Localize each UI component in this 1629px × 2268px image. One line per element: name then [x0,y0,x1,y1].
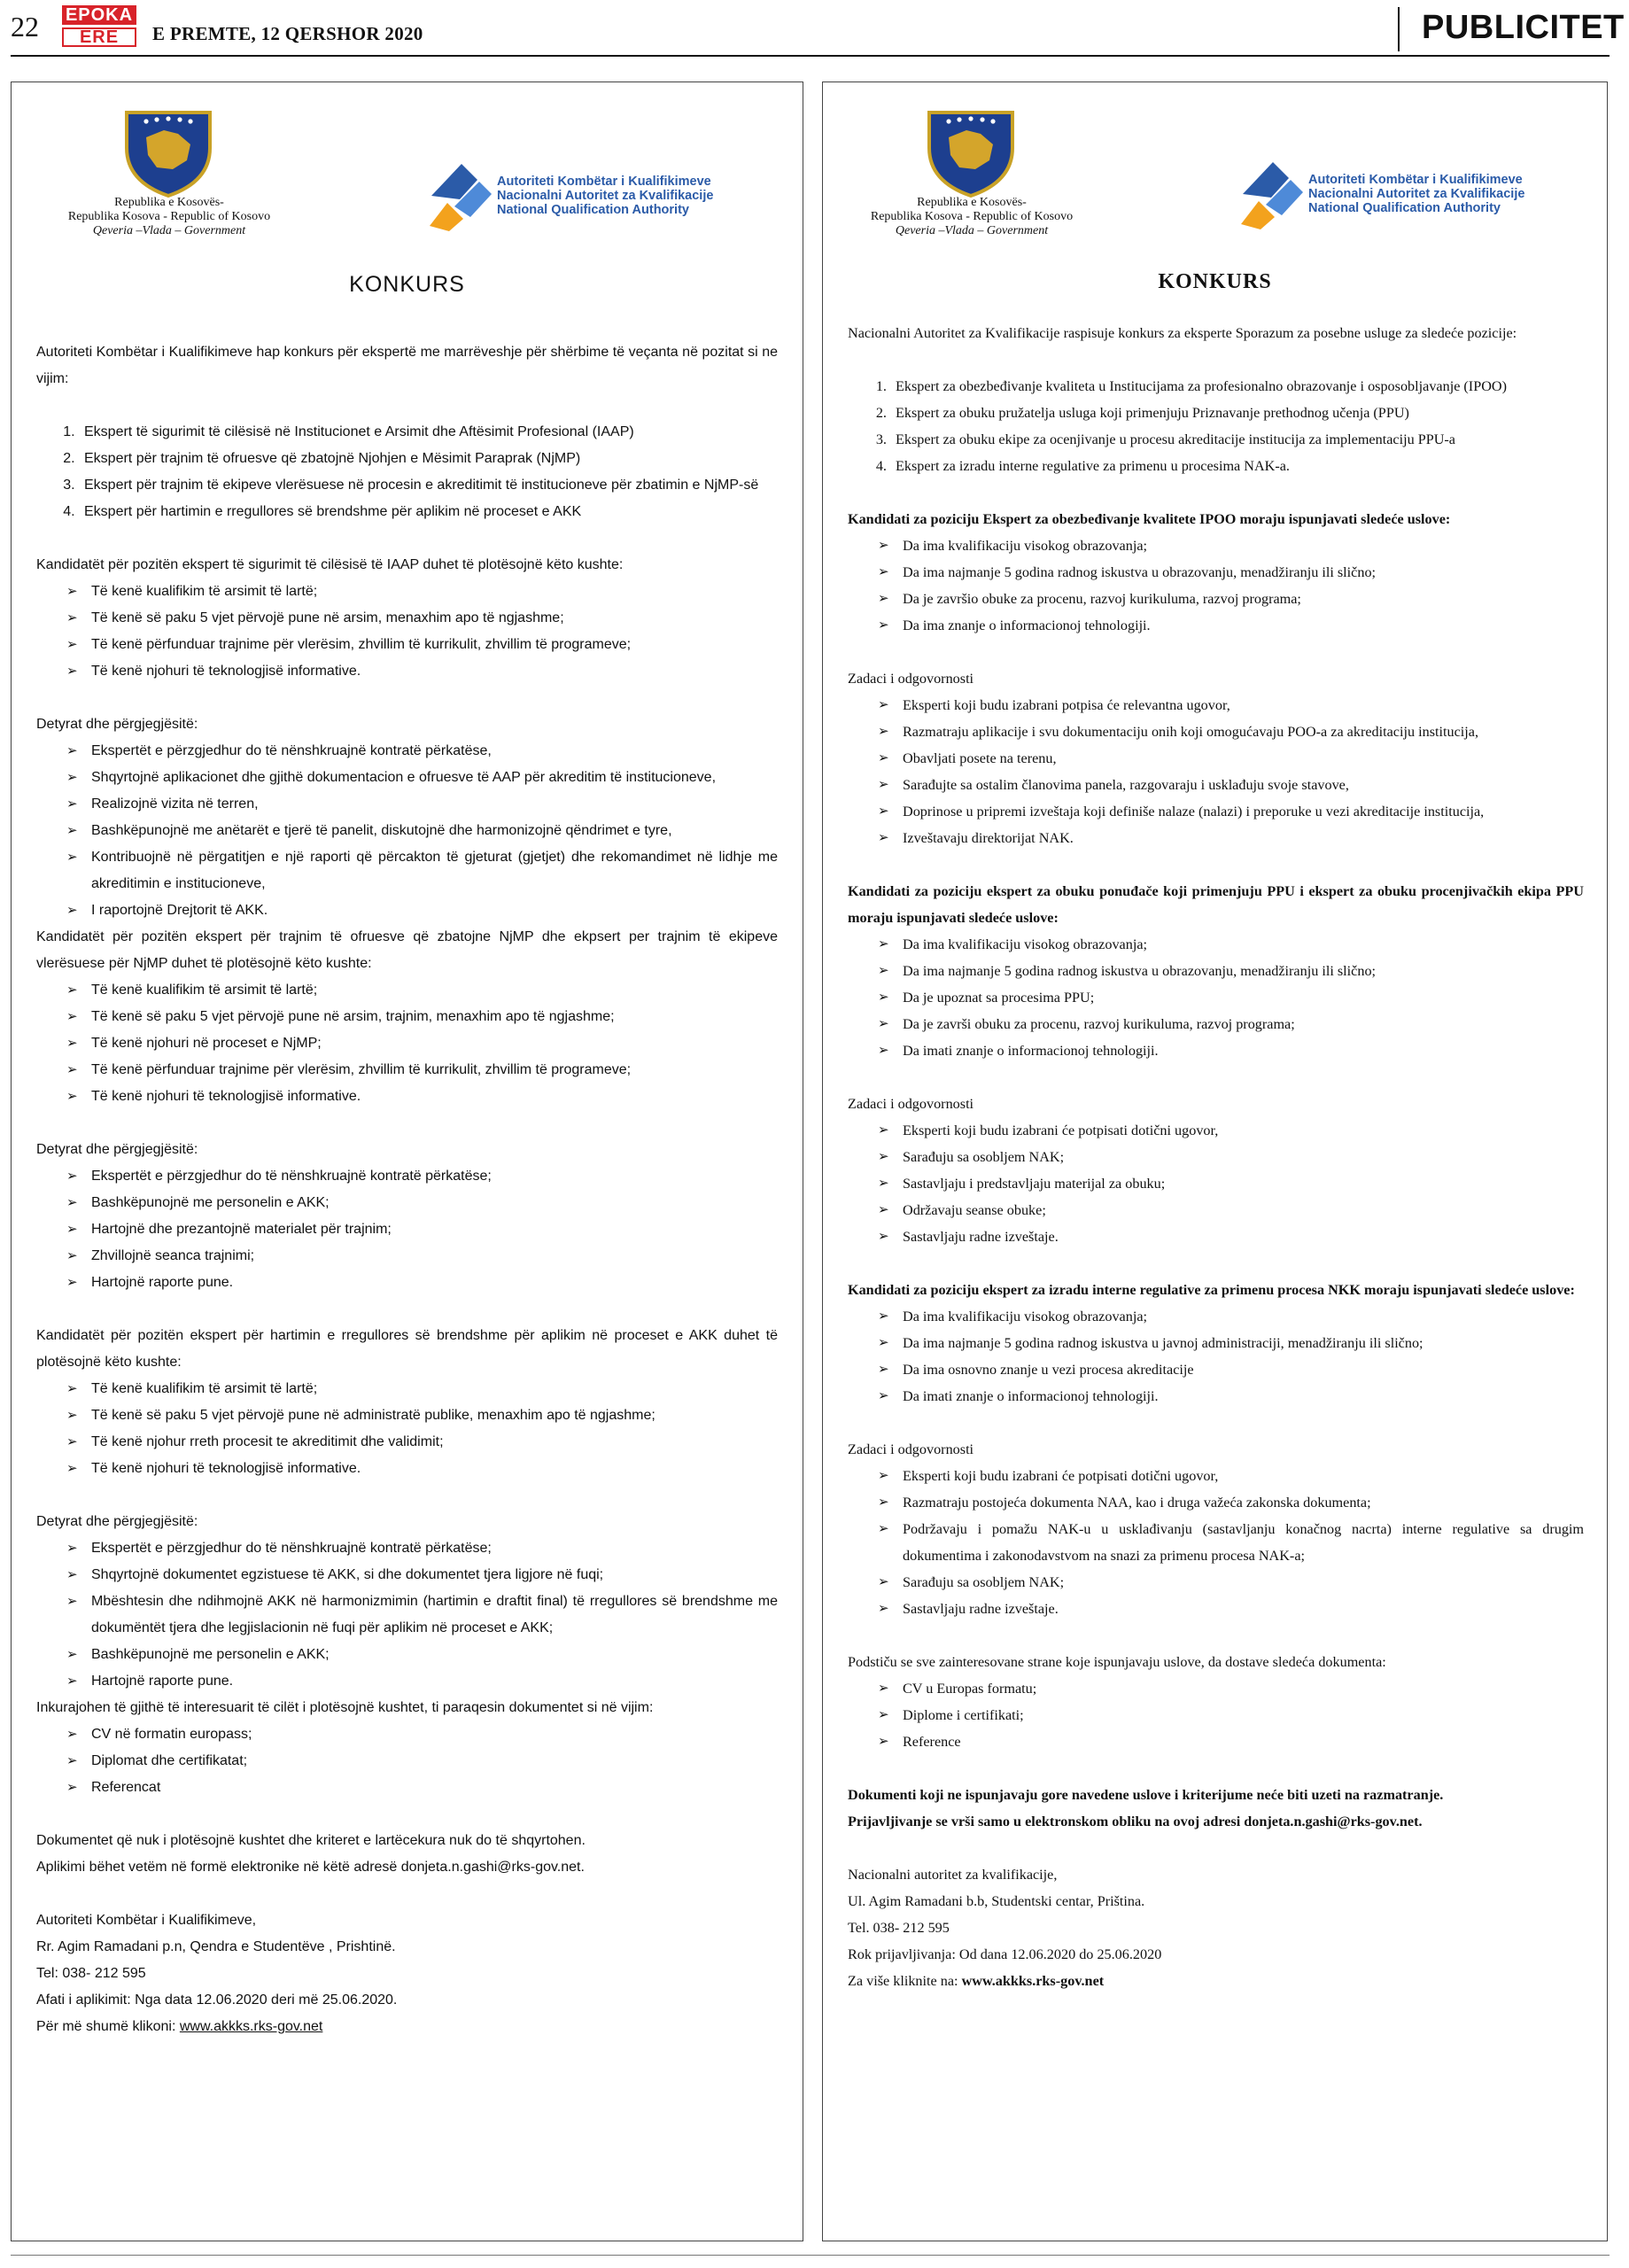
arrow-bullet-icon: ➢ [878,1708,889,1722]
arrow-bullet-icon: ➢ [66,1036,78,1051]
list-item: ➢ Da ima znanje o informacionoj tehnologiji. [878,612,1584,639]
arrow-bullet-icon: ➢ [66,1434,78,1449]
invite-text: Inkurajohen të gjithë të interesuarit të cilët i plotësojnë kushtet, ti paraqesin dokumentet si në vijim: [36,1700,654,1715]
arrow-bullet-icon: ➢ [878,592,889,606]
arrow-bullet-icon: ➢ [878,1495,889,1510]
arrow-bullet-icon: ➢ [878,964,889,978]
arrow-bullet-icon: ➢ [878,1044,889,1058]
list-item: ➢ Da ima najmanje 5 godina radnog iskustva u javnoj administraciji, menadžiranju ili slično; [878,1330,1584,1356]
list-item: ➢ Hartojnë dhe prezantojnë materialet për trajnim; [66,1216,778,1243]
nqa-emblem-icon [1239,159,1307,231]
list-item: ➢ Sarađuju sa osobljem NAK; [878,1569,1584,1596]
arrow-bullet-icon: ➢ [878,1522,889,1536]
logo-bottom-text: ERE [62,27,136,47]
requirements-heading: Kandidati za poziciju ekspert za izradu interne regulative za primenu procesa NKK moraju ispunjavati sledeće uslove: [848,1282,1575,1298]
list-item: ➢ Bashkëpunojnë me personelin e AKK; [66,1190,778,1216]
note-text: Prijavljivanje se vrši samo u elektronskom obliku na ovoj adresi donjeta.n.gashi@rks-gov.net. [848,1814,1423,1829]
list-item: ➢ Da ima kvalifikaciju visokog obrazovanja; [878,532,1584,559]
list-item: ➢ Sastavljaju radne izveštaje. [878,1223,1584,1250]
list-item: ➢ Hartojnë raporte pune. [66,1668,778,1695]
duties-heading: Detyrat dhe përgjegjësitë: [36,1142,198,1157]
application-deadline: Afati i aplikimit: Nga data 12.06.2020 deri më 25.06.2020. [36,1992,398,2008]
contact-org: Autoriteti Kombëtar i Kualifikimeve, [36,1913,257,1928]
gov-line-1: Republika e Kosovës- [114,196,224,209]
duties-heading: Zadaci i odgovornosti [848,1096,974,1112]
arrow-bullet-icon: ➢ [66,664,78,679]
list-item: ➢ Razmatraju postojeća dokumenta NAA, kao i druga važeća zakonska dokumenta; [878,1489,1584,1516]
duties-heading: Detyrat dhe përgjegjësitë: [36,717,198,732]
arrow-bullet-icon: ➢ [66,1780,78,1795]
duties-list [848,692,1584,851]
issue-date: E PREMTE, 12 QERSHOR 2020 [152,23,423,44]
list-item: ➢ I raportojnë Drejtorit të AKK. [66,897,778,924]
contact-org: Nacionalni autoritet za kvalifikacije, [848,1867,1058,1883]
nqa-line-1: Autoriteti Kombëtar i Kualifikimeve [1308,173,1523,187]
section-title: PUBLICITET [1422,9,1625,46]
website-link[interactable]: www.akkks.rks-gov.net [179,2019,323,2034]
list-item: ➢ Diplome i certifikati; [878,1702,1584,1728]
arrow-bullet-icon: ➢ [878,539,889,553]
duties-list [848,1463,1584,1622]
nqa-line-3: National Qualification Authority [497,203,689,217]
list-item: ➢ Kontribuojnë në përgatitjen e një raporti që përcakton të gjeturat (gjetjet) dhe rekomandimet në lidhje me akreditimin e institucioneve, [66,844,778,897]
list-item: ➢ Të kenë përfunduar trajnime për vlerësim, zhvillim të kurrikulit, zhvillim të programeve; [66,1057,778,1084]
position-item: 1. Ekspert za obezbeđivanje kvaliteta u Institucijama za profesionalno obrazovanje i osposobljavanje (IPOO) [890,373,1584,400]
announcement-title: KONKURS [1158,270,1272,293]
duties-list [36,738,778,924]
requirements-list [848,1303,1584,1410]
newspaper-logo [62,5,136,48]
list-item: ➢ Sarađujte sa ostalim članovima panela, razgovaraju i usklađuju svoje stavove, [878,772,1584,798]
list-item: ➢ Podržavaju i pomažu NAK-u u usklađivanju (sastavljanju konačnog nacrta) interne regulative sa drugim dokumentima i zakonodavstvom na snazi za primenu procesa NAK-a; [878,1516,1584,1569]
requirements-heading: Kandidati za poziciju ekspert za obuku ponuđače koji primenjuju PPU i ekspert za obuku procenjivačkih ekipa PPU moraju ispunjavati sledeće uslove: [848,883,1584,926]
arrow-bullet-icon: ➢ [878,778,889,792]
page-bottom-rule [11,2255,1610,2256]
arrow-bullet-icon: ➢ [66,796,78,812]
arrow-bullet-icon: ➢ [66,584,78,599]
arrow-bullet-icon: ➢ [878,804,889,819]
position-item: 3. Ekspert për trajnim të ekipeve vlerësuese në procesin e akreditimit të institucioneve për zbatimin e NjMP-së [79,472,778,499]
arrow-bullet-icon: ➢ [878,1309,889,1324]
arrow-bullet-icon: ➢ [66,1062,78,1077]
list-item: ➢ Sastavljaju i predstavljaju materijal za obuku; [878,1170,1584,1197]
arrow-bullet-icon: ➢ [66,1248,78,1263]
arrow-bullet-icon: ➢ [66,850,78,865]
list-item: ➢ Eksperti koji budu izabrani će potpisati dotični ugovor, [878,1117,1584,1144]
list-item: ➢ Da ima najmanje 5 godina radnog iskustva u obrazovanju, menadžiranju ili slično; [878,958,1584,984]
contact-more: Për më shumë klikoni: www.akkks.rks-gov.net [36,2019,323,2034]
list-item: ➢ Da je upoznat sa procesima PPU; [878,984,1584,1011]
list-item: ➢ Të kenë së paku 5 vjet përvojë pune në arsim, trajnim, menaxhim apo të ngjashme; [66,1004,778,1030]
arrow-bullet-icon: ➢ [66,1169,78,1184]
list-item: ➢ Da ima kvalifikaciju visokog obrazovanja; [878,1303,1584,1330]
arrow-bullet-icon: ➢ [878,1682,889,1696]
list-item: ➢ Da ima najmanje 5 godina radnog iskustva u obrazovanju, menadžiranju ili slično; [878,559,1584,586]
list-item: ➢ Ekspertët e përzgjedhur do të nënshkruajnë kontratë përkatëse; [66,1535,778,1562]
list-item: ➢ Sastavljaju radne izveštaje. [878,1596,1584,1622]
arrow-bullet-icon: ➢ [878,1336,889,1350]
gov-line-2: Republika Kosova - Republic of Kosovo [67,210,271,223]
list-item: ➢ Eksperti koji budu izabrani potpisa će relevantna ugovor, [878,692,1584,718]
arrow-bullet-icon: ➢ [66,1381,78,1396]
position-item: 4. Ekspert për hartimin e rregullores së brendshme për aplikim në proceset e AKK [79,499,778,525]
arrow-bullet-icon: ➢ [66,1195,78,1210]
list-item: ➢ Ekspertët e përzgjedhur do të nënshkruajnë kontratë përkatëse, [66,738,778,765]
list-item: ➢ Da je završio obuke za procenu, razvoj kurikuluma, razvoj programa; [878,586,1584,612]
position-item: 2. Ekspert për trajnim të ofruesve që zbatojnë Njohjen e Mësimit Paraprak (NjMP) [79,446,778,472]
requirements-list [848,532,1584,639]
gov-line-3: Qeveria –Vlada – Government [92,224,246,237]
duties-list [36,1163,778,1296]
list-item: ➢ Doprinose u pripremi izveštaja koji definiše nalaze (nalazi) i preporuke u vezi akreditacije institucija, [878,798,1584,825]
requirements-list [36,977,778,1110]
list-item: ➢ Të kenë përfunduar trajnime për vlerësim, zhvillim të kurrikulit, zhvillim të programeve; [66,632,778,658]
arrow-bullet-icon: ➢ [878,831,889,845]
list-item: ➢ Shqyrtojnë aplikacionet dhe gjithë dokumentacion e ofruesve të AAP për akreditim të institucioneve, [66,765,778,791]
list-item: ➢ Referencat [66,1775,778,1801]
arrow-bullet-icon: ➢ [66,983,78,998]
duties-heading: Zadaci i odgovornosti [848,671,974,687]
nqa-emblem-icon [428,160,495,233]
list-item: ➢ Obavljati posete na terenu, [878,745,1584,772]
announcement-albanian [11,82,803,2241]
arrow-bullet-icon: ➢ [878,1150,889,1164]
arrow-bullet-icon: ➢ [66,1222,78,1237]
list-item: ➢ Shqyrtojnë dokumentet egzistuese të AKK, si dhe dokumentet tjera ligjore në fuqi; [66,1562,778,1588]
arrow-bullet-icon: ➢ [878,1735,889,1749]
list-item: ➢ Da imati znanje o informacionoj tehnologiji. [878,1383,1584,1410]
arrow-bullet-icon: ➢ [66,610,78,625]
arrow-bullet-icon: ➢ [878,1575,889,1589]
masthead-divider [1398,7,1400,51]
contact-address: Rr. Agim Ramadani p.n, Qendra e Studentëve , Prishtinë. [36,1939,396,1954]
list-item: ➢ Da ima osnovno znanje u vezi procesa akreditacije [878,1356,1584,1383]
gov-line-1: Republika e Kosovës- [917,196,1027,209]
arrow-bullet-icon: ➢ [878,1389,889,1403]
list-item: ➢ Të kenë njohur rreth procesit te akreditimit dhe validimit; [66,1429,778,1456]
arrow-bullet-icon: ➢ [878,751,889,765]
contact-phone: Tel: 038- 212 595 [36,1966,146,1981]
requirements-list [36,579,778,685]
government-label [36,196,302,238]
list-item: ➢ Të kenë njohuri të teknologjisë informative. [66,658,778,685]
requirements-heading: Kandidatët për pozitën ekspert të sigurimit të cilësisë të IAAP duhet të plotësojnë këto kushte: [36,557,624,572]
list-item: ➢ Bashkëpunojnë me personelin e AKK; [66,1642,778,1668]
arrow-bullet-icon: ➢ [878,1203,889,1217]
nqa-line-1: Autoriteti Kombëtar i Kualifikimeve [497,175,711,189]
arrow-bullet-icon: ➢ [878,990,889,1005]
arrow-bullet-icon: ➢ [66,637,78,652]
arrow-bullet-icon: ➢ [66,770,78,785]
arrow-bullet-icon: ➢ [66,1275,78,1290]
arrow-bullet-icon: ➢ [66,1674,78,1689]
application-deadline: Rok prijavljivanja: Od dana 12.06.2020 do 25.06.2020 [848,1946,1162,1962]
documents-list [36,1721,778,1801]
arrow-bullet-icon: ➢ [878,698,889,712]
announcement-title: KONKURS [349,272,465,297]
list-item: ➢ Të kenë kualifikim të arsimit të lartë; [66,1376,778,1402]
list-item: ➢ Zhvillojnë seanca trajnimi; [66,1243,778,1270]
note-text: Dokumenti koji ne ispunjavaju gore navedene uslove i kriterijume neće biti uzeti na razmatranje. [848,1787,1444,1803]
arrow-bullet-icon: ➢ [878,725,889,739]
requirements-list [36,1376,778,1482]
intro-text: Nacionalni Autoritet za Kvalifikacije raspisuje konkurs za eksperte Sporazum za posebne usluge za sledeće pozicije: [848,325,1517,341]
arrow-bullet-icon: ➢ [66,1408,78,1423]
arrow-bullet-icon: ➢ [66,1567,78,1582]
list-item: ➢ Da imati znanje o informacionoj tehnologiji. [878,1037,1584,1064]
arrow-bullet-icon: ➢ [66,1541,78,1556]
arrow-bullet-icon: ➢ [66,1009,78,1024]
nqa-logo [428,160,714,237]
list-item: ➢ Reference [878,1728,1584,1755]
position-item: 1. Ekspert të sigurimit të cilësisë në Institucionet e Arsimit dhe Aftësimit Profesional (IAAP) [79,419,778,446]
list-item: ➢ Eksperti koji budu izabrani će potpisati dotični ugovor, [878,1463,1584,1489]
note-text: Dokumentet që nuk i plotësojnë kushtet dhe kriteret e lartëcekura nuk do të shqyrtohen. [36,1833,586,1848]
logo-top-text: EPOKA [62,5,136,25]
duties-heading: Detyrat dhe përgjegjësitë: [36,1514,198,1529]
duties-list [36,1535,778,1695]
contact-more: Za više kliknite na: www.akkks.rks-gov.net [848,1973,1105,1989]
list-item: ➢ Realizojnë vizita në terren, [66,791,778,818]
nqa-logo [1239,159,1525,236]
arrow-bullet-icon: ➢ [878,1230,889,1244]
list-item: ➢ Bashkëpunojnë me anëtarët e tjerë të panelit, diskutojnë dhe harmonizojnë qëndrimet e tyre, [66,818,778,844]
website-link[interactable]: www.akkks.rks-gov.net [961,1973,1105,1989]
nqa-line-3: National Qualification Authority [1308,201,1501,215]
contact-phone: Tel. 038- 212 595 [848,1920,950,1936]
list-item: ➢ Mbështesin dhe ndihmojnë AKK në harmonizmimin (hartimin e draftit final) të rregullores së brendshme me dokumëntët tjera dhe legjislacionin në fuqi për aplikim në proceset e AKK; [66,1588,778,1642]
requirements-list [848,931,1584,1064]
arrow-bullet-icon: ➢ [66,743,78,758]
contact-address: Ul. Agim Ramadani b.b, Studentski centar, Priština. [848,1893,1145,1909]
position-item: 3. Ekspert za obuku ekipe za ocenjivanje u procesu akreditacije institucija za implementaciju PPU-a [890,426,1584,453]
arrow-bullet-icon: ➢ [66,1089,78,1104]
nqa-line-2: Nacionalni Autoritet za Kvalifikacije [1308,187,1525,201]
list-item: ➢ Održavaju seanse obuke; [878,1197,1584,1223]
invite-text: Podstiču se sve zainteresovane strane koje ispunjavaju uslove, da dostave sledeća dokumenta: [848,1654,1386,1670]
note-text: Aplikimi bëhet vetëm në formë elektronike në këtë adresë donjeta.n.gashi@rks-gov.net. [36,1860,585,1875]
government-label [839,196,1105,238]
arrow-bullet-icon: ➢ [878,565,889,579]
arrow-bullet-icon: ➢ [878,618,889,633]
arrow-bullet-icon: ➢ [878,1363,889,1377]
arrow-bullet-icon: ➢ [66,1461,78,1476]
page-number: 22 [11,11,39,43]
documents-list [848,1675,1584,1755]
list-item: ➢ Da ima kvalifikaciju visokog obrazovanja; [878,931,1584,958]
list-item: ➢ Sarađuju sa osobljem NAK; [878,1144,1584,1170]
list-item: ➢ Të kenë kualifikim të arsimit të lartë; [66,579,778,605]
announcement-serbian [822,82,1608,2241]
arrow-bullet-icon: ➢ [66,823,78,838]
arrow-bullet-icon: ➢ [878,937,889,951]
list-item: ➢ Të kenë njohuri të teknologjisë informative. [66,1456,778,1482]
arrow-bullet-icon: ➢ [66,903,78,918]
requirements-heading: Kandidati za poziciju Ekspert za obezbeđivanje kvalitete IPOO moraju ispunjavati sledeće uslove: [848,511,1451,527]
position-item: 4. Ekspert za izradu interne regulative za primenu u procesima NAK-a. [890,453,1584,479]
list-item: ➢ Të kenë së paku 5 vjet përvojë pune në administratë publike, menaxhim apo të ngjashme; [66,1402,778,1429]
arrow-bullet-icon: ➢ [66,1647,78,1662]
masthead-rule [11,55,1610,57]
list-item: ➢ CV u Europas formatu; [878,1675,1584,1702]
kosovo-coat-of-arms-icon [922,93,1020,198]
list-item: ➢ Të kenë njohuri në proceset e NjMP; [66,1030,778,1057]
list-item: ➢ Të kenë njohuri të teknologjisë informative. [66,1084,778,1110]
duties-list [848,1117,1584,1250]
nqa-line-2: Nacionalni Autoritet za Kvalifikacije [497,189,714,203]
list-item: ➢ CV në formatin europass; [66,1721,778,1748]
positions-list [848,373,1584,479]
list-item: ➢ Razmatraju aplikacije i svu dokumentaciju onih koji omogućavaju POO-a za akreditaciju institucija, [878,718,1584,745]
arrow-bullet-icon: ➢ [878,1602,889,1616]
list-item: ➢ Hartojnë raporte pune. [66,1270,778,1296]
arrow-bullet-icon: ➢ [878,1177,889,1191]
list-item: ➢ Të kenë së paku 5 vjet përvojë pune në arsim, menaxhim apo të ngjashme; [66,605,778,632]
positions-list [36,419,778,525]
list-item: ➢ Da je završi obuku za procenu, razvoj kurikuluma, razvoj programa; [878,1011,1584,1037]
intro-text: Autoriteti Kombëtar i Kualifikimeve hap konkurs për ekspertë me marrëveshje për shërbime të veçanta në pozitat si ne vijim: [36,345,778,386]
arrow-bullet-icon: ➢ [878,1123,889,1138]
arrow-bullet-icon: ➢ [66,1753,78,1768]
list-item: ➢ Ekspertët e përzgjedhur do të nënshkruajnë kontratë përkatëse; [66,1163,778,1190]
arrow-bullet-icon: ➢ [66,1727,78,1742]
duties-heading: Zadaci i odgovornosti [848,1441,974,1457]
list-item: ➢ Izveštavaju direktorijat NAK. [878,825,1584,851]
list-item: ➢ Të kenë kualifikim të arsimit të lartë; [66,977,778,1004]
requirements-heading: Kandidatët për pozitën ekspert për trajnim të ofruesve që zbatojne NjMP dhe ekpsert per trajnim të ekipeve vlerësuese për NjMP duhet të plotësojnë këto kushte: [36,929,778,971]
list-item: ➢ Diplomat dhe certifikatat; [66,1748,778,1775]
kosovo-coat-of-arms-icon [120,93,217,198]
arrow-bullet-icon: ➢ [878,1469,889,1483]
requirements-heading: Kandidatët për pozitën ekspert për hartimin e rregullores së brendshme për aplikim në proceset e AKK duhet të plotësojnë këto kushte: [36,1328,778,1370]
position-item: 2. Ekspert za obuku pružatelja usluga koji primenjuju Priznavanje prethodnog učenja (PPU) [890,400,1584,426]
gov-line-2: Republika Kosova - Republic of Kosovo [870,210,1074,223]
arrow-bullet-icon: ➢ [878,1017,889,1031]
gov-line-3: Qeveria –Vlada – Government [895,224,1049,237]
arrow-bullet-icon: ➢ [66,1594,78,1609]
announcement-body [848,320,1584,1994]
announcement-body [36,339,778,2040]
